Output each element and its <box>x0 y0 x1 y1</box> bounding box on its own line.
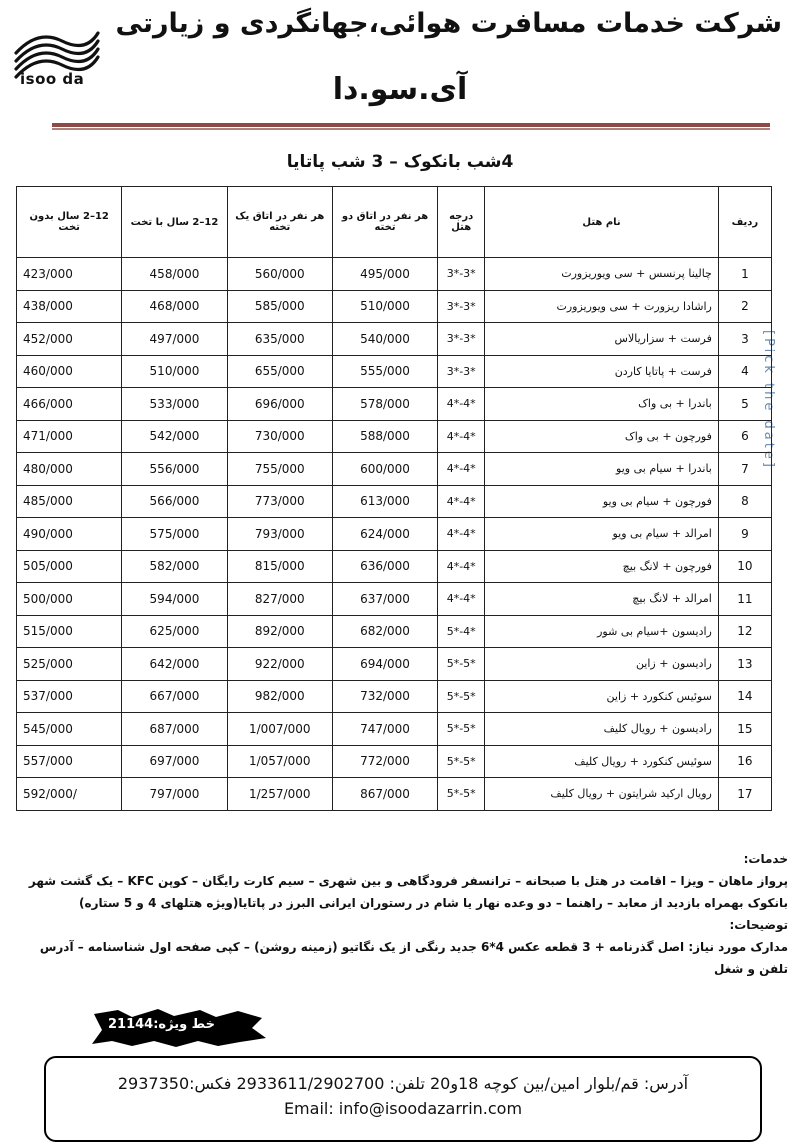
cell-index: 10 <box>718 550 771 583</box>
cell-index: 11 <box>718 583 771 616</box>
cell-hotel: باندرا + سیام بی ویو <box>485 453 719 486</box>
cell-single: 922/000 <box>227 648 332 681</box>
cell-grade: 3*-3* <box>438 290 485 323</box>
cell-single: 773/000 <box>227 485 332 518</box>
cell-hotel: رادیسون +سیام بی شور <box>485 615 719 648</box>
company-short-name: آی.سو.دا <box>332 72 468 107</box>
email-line[interactable]: Email: info@isoodazarrin.com <box>283 1099 523 1118</box>
cell-hotel: رادیسون + زاین <box>485 648 719 681</box>
notes-line-2: تلفن و شغل <box>714 962 788 976</box>
cell-child-nobed: 452/000 <box>17 323 122 356</box>
cell-single: 827/000 <box>227 583 332 616</box>
cell-child-nobed: 515/000 <box>17 615 122 648</box>
header-index: ردیف <box>718 187 771 258</box>
header-child-bed: 12–2 سال با تخت <box>122 187 227 258</box>
cell-child-bed: 575/000 <box>122 518 227 551</box>
cell-index: 4 <box>718 355 771 388</box>
services-line-1: پرواز ماهان – ویزا – اقامت در هتل با صبحانه – ترانسفر فرودگاهی و بین شهری – سیم کارت رایگان – کوپن KFC – یک گشت شهر <box>28 874 788 888</box>
price-table <box>16 186 772 811</box>
header-hotel: نام هتل <box>485 187 719 258</box>
table-row <box>17 583 772 616</box>
table-header-row <box>17 187 772 258</box>
cell-child-nobed: 480/000 <box>17 453 122 486</box>
cell-child-nobed: 490/000 <box>17 518 122 551</box>
cell-child-nobed: 557/000 <box>17 745 122 778</box>
special-line: خط ویژه:21144 <box>108 1017 215 1032</box>
cell-single: 655/000 <box>227 355 332 388</box>
cell-hotel: سوئیس کنکورد + رویال کلیف <box>485 745 719 778</box>
table-row <box>17 745 772 778</box>
cell-index: 3 <box>718 323 771 356</box>
cell-single: 982/000 <box>227 680 332 713</box>
cell-hotel: چالینا پرنسس + سی ویوریزورت <box>485 258 719 291</box>
cell-single: 1/007/000 <box>227 713 332 746</box>
table-row <box>17 615 772 648</box>
cell-hotel: فرست + پاتایا کاردن <box>485 355 719 388</box>
cell-child-nobed: 471/000 <box>17 420 122 453</box>
cell-grade: 5*-4* <box>438 615 485 648</box>
cell-single: 730/000 <box>227 420 332 453</box>
cell-child-bed: 642/000 <box>122 648 227 681</box>
cell-child-nobed: 592/000/ <box>17 778 122 811</box>
cell-single: 1/257/000 <box>227 778 332 811</box>
cell-grade: 5*-5* <box>438 713 485 746</box>
cell-double: 867/000 <box>332 778 437 811</box>
cell-child-bed: 594/000 <box>122 583 227 616</box>
table-row <box>17 355 772 388</box>
cell-child-nobed: 545/000 <box>17 713 122 746</box>
notes-line-1: مدارک مورد نیاز: اصل گذرنامه + 3 قطعه عکس 4*6 جدید رنگی از یک نگاتیو (زمینه روشن) – کپی صفحه اول شناسنامه – آدرس <box>39 940 788 954</box>
cell-grade: 5*-5* <box>438 680 485 713</box>
cell-hotel: امرالد + سیام بی ویو <box>485 518 719 551</box>
cell-child-nobed: 423/000 <box>17 258 122 291</box>
cell-child-nobed: 525/000 <box>17 648 122 681</box>
services-heading: خدمات: <box>743 852 788 866</box>
table-row <box>17 388 772 421</box>
contact-box <box>44 1056 762 1142</box>
cell-grade: 3*-3* <box>438 258 485 291</box>
cell-grade: 4*-4* <box>438 420 485 453</box>
cell-single: 793/000 <box>227 518 332 551</box>
cell-child-bed: 566/000 <box>122 485 227 518</box>
services-section <box>0 848 788 980</box>
cell-child-nobed: 537/000 <box>17 680 122 713</box>
cell-child-nobed: 500/000 <box>17 583 122 616</box>
cell-child-bed: 667/000 <box>122 680 227 713</box>
cell-child-bed: 697/000 <box>122 745 227 778</box>
cell-child-bed: 458/000 <box>122 258 227 291</box>
cell-child-nobed: 466/000 <box>17 388 122 421</box>
notes-heading: توضیحات: <box>729 918 788 932</box>
cell-single: 560/000 <box>227 258 332 291</box>
header-single: هر نفر در اتاق یک تخته <box>227 187 332 258</box>
cell-double: 637/000 <box>332 583 437 616</box>
cell-index: 1 <box>718 258 771 291</box>
cell-hotel: فرست + سزاریالاس <box>485 323 719 356</box>
table-row <box>17 453 772 486</box>
cell-index: 14 <box>718 680 771 713</box>
cell-hotel: امرالد + لانگ بیچ <box>485 583 719 616</box>
cell-grade: 5*-5* <box>438 648 485 681</box>
cell-child-bed: 625/000 <box>122 615 227 648</box>
cell-index: 12 <box>718 615 771 648</box>
header-rule <box>52 123 770 127</box>
cell-index: 15 <box>718 713 771 746</box>
cell-grade: 5*-5* <box>438 745 485 778</box>
cell-child-bed: 468/000 <box>122 290 227 323</box>
header-child-nobed: 12–2 سال بدون تخت <box>17 187 122 258</box>
table-row <box>17 258 772 291</box>
cell-index: 8 <box>718 485 771 518</box>
cell-child-bed: 533/000 <box>122 388 227 421</box>
services-line-2: بانکوک بهمراه بازدید از معابد – راهنما – دو وعده نهار یا شام در رستوران ایرانی البرز در پاتایا(ویژه هتلهای 4 و 5 ستاره) <box>79 896 788 910</box>
cell-double: 772/000 <box>332 745 437 778</box>
cell-child-bed: 542/000 <box>122 420 227 453</box>
cell-hotel: فورچون + بی واک <box>485 420 719 453</box>
table-row <box>17 420 772 453</box>
cell-double: 694/000 <box>332 648 437 681</box>
cell-double: 578/000 <box>332 388 437 421</box>
cell-grade: 3*-3* <box>438 323 485 356</box>
table-row <box>17 290 772 323</box>
cell-hotel: باندرا + بی واک <box>485 388 719 421</box>
company-name: شرکت خدمات مسافرت هوائی،جهانگردی و زیارتی <box>115 8 782 39</box>
cell-child-bed: 797/000 <box>122 778 227 811</box>
table-row <box>17 518 772 551</box>
cell-double: 732/000 <box>332 680 437 713</box>
date-placeholder[interactable]: [Pick the date] <box>761 330 776 470</box>
cell-single: 815/000 <box>227 550 332 583</box>
table-row <box>17 778 772 811</box>
cell-child-bed: 510/000 <box>122 355 227 388</box>
cell-index: 16 <box>718 745 771 778</box>
table-row <box>17 485 772 518</box>
cell-grade: 4*-4* <box>438 388 485 421</box>
cell-double: 495/000 <box>332 258 437 291</box>
tour-title: 4شب بانکوک – 3 شب پاتایا <box>286 152 514 172</box>
cell-index: 2 <box>718 290 771 323</box>
cell-double: 747/000 <box>332 713 437 746</box>
cell-grade: 4*-4* <box>438 453 485 486</box>
table-row <box>17 713 772 746</box>
cell-double: 682/000 <box>332 615 437 648</box>
header-grade: درجه هتل <box>438 187 485 258</box>
table-row <box>17 550 772 583</box>
cell-double: 624/000 <box>332 518 437 551</box>
header-rule-thin <box>52 128 770 130</box>
cell-index: 7 <box>718 453 771 486</box>
header-double: هر نفر در اتاق دو تخته <box>332 187 437 258</box>
table-row <box>17 323 772 356</box>
cell-double: 588/000 <box>332 420 437 453</box>
cell-grade: 3*-3* <box>438 355 485 388</box>
address-line: آدرس: قم/بلوار امین/بین کوچه 18و20 تلفن: 2933611/2902700 فکس:2937350 <box>117 1074 689 1093</box>
cell-index: 6 <box>718 420 771 453</box>
cell-hotel: رویال ارکید شرایتون + رویال کلیف <box>485 778 719 811</box>
cell-hotel: فورچون + لانگ بیچ <box>485 550 719 583</box>
cell-grade: 4*-4* <box>438 550 485 583</box>
table-row <box>17 680 772 713</box>
table-row <box>17 648 772 681</box>
cell-child-nobed: 438/000 <box>17 290 122 323</box>
cell-child-bed: 497/000 <box>122 323 227 356</box>
cell-double: 600/000 <box>332 453 437 486</box>
cell-hotel: رادیسون + رویال کلیف <box>485 713 719 746</box>
cell-single: 635/000 <box>227 323 332 356</box>
cell-child-nobed: 485/000 <box>17 485 122 518</box>
cell-child-nobed: 460/000 <box>17 355 122 388</box>
cell-hotel: سوئیس کنکورد + زاین <box>485 680 719 713</box>
cell-double: 613/000 <box>332 485 437 518</box>
cell-double: 636/000 <box>332 550 437 583</box>
cell-single: 892/000 <box>227 615 332 648</box>
cell-grade: 5*-5* <box>438 778 485 811</box>
cell-index: 17 <box>718 778 771 811</box>
cell-double: 555/000 <box>332 355 437 388</box>
cell-child-bed: 556/000 <box>122 453 227 486</box>
cell-hotel: فورچون + سیام بی ویو <box>485 485 719 518</box>
cell-index: 5 <box>718 388 771 421</box>
cell-single: 1/057/000 <box>227 745 332 778</box>
cell-double: 540/000 <box>332 323 437 356</box>
cell-index: 9 <box>718 518 771 551</box>
cell-double: 510/000 <box>332 290 437 323</box>
cell-child-nobed: 505/000 <box>17 550 122 583</box>
cell-child-bed: 582/000 <box>122 550 227 583</box>
cell-single: 585/000 <box>227 290 332 323</box>
cell-single: 696/000 <box>227 388 332 421</box>
cell-grade: 4*-4* <box>438 583 485 616</box>
cell-child-bed: 687/000 <box>122 713 227 746</box>
cell-grade: 4*-4* <box>438 485 485 518</box>
cell-single: 755/000 <box>227 453 332 486</box>
cell-hotel: راشادا ریزورت + سی ویوریزورت <box>485 290 719 323</box>
logo-text: isoo da <box>20 70 85 88</box>
cell-index: 13 <box>718 648 771 681</box>
cell-grade: 4*-4* <box>438 518 485 551</box>
